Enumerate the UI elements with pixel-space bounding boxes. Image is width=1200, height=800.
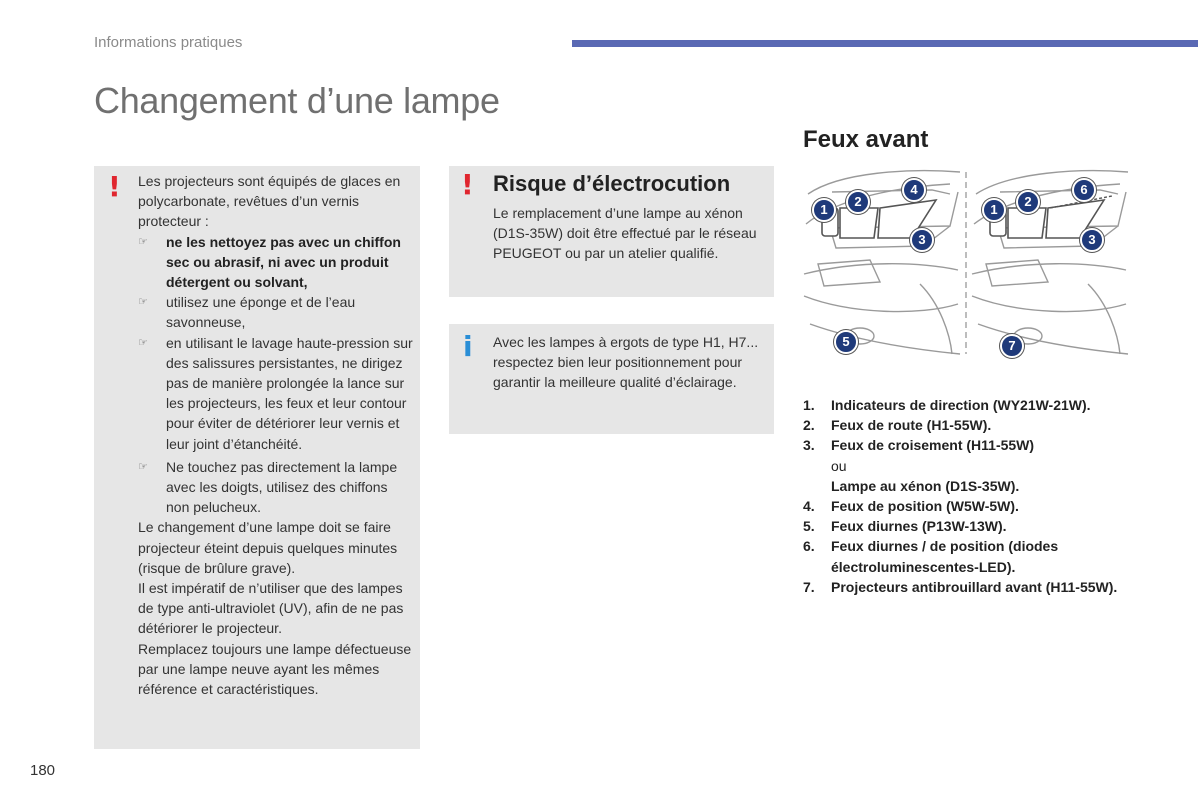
diagram-number-badge: 2 <box>846 190 870 214</box>
legend-or: ou <box>831 457 847 474</box>
warning-bullet-list <box>138 232 414 518</box>
diagram-number-badge: 7 <box>1000 334 1024 358</box>
lamp-legend <box>803 395 1163 597</box>
warning-intro: Les projecteurs sont équipés de glaces en polycarbonate, revêtues d’un vernis protecteur : <box>138 173 401 230</box>
list-item-text: en utilisant le lavage haute-pression sur des salissures persistantes, ne dirigez pas de manière prolongée la lance sur les projecteurs, les feux et leur contour pour éviter de détériorer leur vernis et leur joint d’étanchéité. <box>166 334 413 452</box>
list-item-text: utilisez une éponge et de l’eau savonneuse, <box>166 294 356 331</box>
legend-text: Feux de position (W5W-5W). <box>831 498 1019 515</box>
warning-content <box>138 171 414 699</box>
legend-number: 2. <box>803 417 815 434</box>
list-item <box>803 577 1163 597</box>
legend-number: 3. <box>803 437 815 454</box>
legend-number: 5. <box>803 518 815 535</box>
list-item <box>138 457 414 518</box>
list-item <box>803 415 1163 435</box>
warning-paragraph: Il est impératif de n’utiliser que des lampes de type anti-ultraviolet (UV), afin de ne pas détériorer le projecteur. <box>138 580 404 637</box>
warning-paragraph: Remplacez toujours une lampe défectueuse par une lampe neuve ayant les mêmes référence et caractéristiques. <box>138 640 412 698</box>
warning-paragraph: Le changement d’une lampe doit se faire projecteur éteint depuis quelques minutes (risque de brûlure grave). <box>138 519 398 576</box>
list-item-text: Ne touchez pas directement la lampe avec les doigts, utilisez des chiffons non pelucheux. <box>166 458 398 516</box>
hand-pointer-icon: ☞ <box>138 460 148 473</box>
hand-pointer-icon: ☞ <box>138 296 148 309</box>
list-item <box>803 496 1163 516</box>
legend-text: Feux diurnes (P13W-13W). <box>831 518 1007 535</box>
page-title: Changement d’une lampe <box>94 80 500 121</box>
list-item <box>138 232 414 293</box>
legend-text: Feux de croisement (H11-55W) <box>831 437 1035 454</box>
page-number: 180 <box>30 762 56 779</box>
exclamation-icon: ! <box>461 168 474 201</box>
legend-text-alt: Lampe au xénon (D1S-35W). <box>831 477 1020 494</box>
legend-number: 7. <box>803 578 815 595</box>
list-item <box>803 536 1163 576</box>
warning-title: Risque d’électrocution <box>493 171 731 196</box>
header-accent-bar <box>572 40 1198 47</box>
diagram-number-badge: 3 <box>910 228 934 252</box>
running-header: Informations pratiques <box>94 34 243 51</box>
exclamation-icon: ! <box>108 170 121 203</box>
list-item-text: ne les nettoyez pas avec un chiffon sec ou abrasif, ni avec un produit détergent ou solvant, <box>166 233 401 291</box>
diagram-number-badge: 4 <box>902 178 926 202</box>
diagram-number-badge: 1 <box>982 198 1006 222</box>
legend-number: 1. <box>803 397 815 413</box>
legend-text: Projecteurs antibrouillard avant (H11-55W). <box>831 578 1118 595</box>
list-item <box>138 333 414 454</box>
hand-pointer-icon: ☞ <box>138 235 148 248</box>
legend-number: 4. <box>803 498 815 515</box>
list-item <box>803 435 1163 496</box>
legend-number: 6. <box>803 538 815 555</box>
diagram-number-badge: 5 <box>834 330 858 354</box>
list-item <box>803 395 1163 415</box>
diagram-number-badge: 2 <box>1016 190 1040 214</box>
diagram-number-badge: 1 <box>812 198 836 222</box>
hand-pointer-icon: ☞ <box>138 336 148 349</box>
info-text: Avec les lampes à ergots de type H1, H7... respectez bien leur positionnement pour garantir la meilleure qualité d’éclairage. <box>493 334 759 391</box>
diagram-number-badge: 3 <box>1080 228 1104 252</box>
warning-box-electrocution <box>449 166 774 297</box>
section-title: Feux avant <box>803 126 929 153</box>
list-item <box>803 516 1163 536</box>
legend-text: Indicateurs de direction (WY21W-21W). <box>831 397 1091 413</box>
info-box-lamp-pins <box>449 324 774 434</box>
legend-text: Feux de route (H1-55W). <box>831 417 992 434</box>
warning-box-cleaning <box>94 166 420 749</box>
list-item <box>138 292 414 332</box>
info-icon: i <box>463 330 473 363</box>
diagram-number-badge: 6 <box>1072 178 1096 202</box>
warning-text: Le remplacement d’une lampe au xénon (D1S-35W) doit être effectué par le réseau PEUGEOT ou par un atelier qualifié. <box>493 205 757 262</box>
legend-text: Feux diurnes / de position (diodes électroluminescentes-LED). <box>831 538 1059 575</box>
